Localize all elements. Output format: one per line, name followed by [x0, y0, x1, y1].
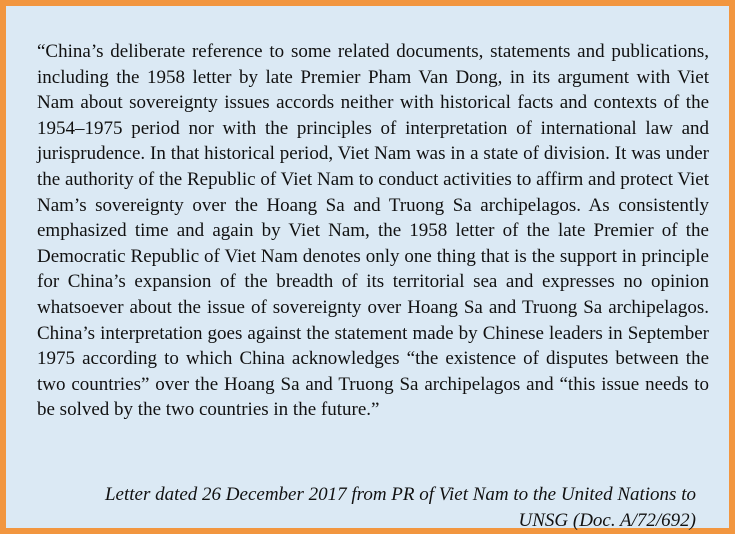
- quote-text: “China’s deliberate reference to some related documents, statements and publications, including the 1958 letter by late Premier Pham Van Dong, in its argument with Viet Nam about sovereignty issues accords neither with historical facts and contexts of the 1954–1975 period nor with the principles of interpretation of international law and jurisprudence. In that historical period, Viet Nam was in a state of division. It was under the authority of the Republic of Viet Nam to conduct activities to affirm and protect Viet Nam’s sovereignty over the Hoang Sa and Truong Sa archipelagos. As consistently emphasized time and again by Viet Nam, the 1958 letter of the late Premier of the Democratic Republic of Viet Nam denotes only one thing that is the support in principle for China’s expansion of the breadth of its territorial sea and expresses no opinion whatsoever about the issue of sovereignty over Hoang Sa and Truong Sa archipelagos. China’s interpretation goes against the statement made by Chinese leaders in September 1975 according to which China acknowledges “the existence of disputes between the two countries” over the Hoang Sa and Truong Sa archipelagos and “this issue needs to be solved by the two countries in the future.”: [37, 41, 709, 421]
- citation-line-1: Letter dated 26 December 2017 from PR of Viet Nam to the United Nations to: [104, 484, 696, 505]
- citation-line-2: UNSG (Doc. A/72/692): [518, 509, 696, 531]
- citation: [46, 482, 696, 533]
